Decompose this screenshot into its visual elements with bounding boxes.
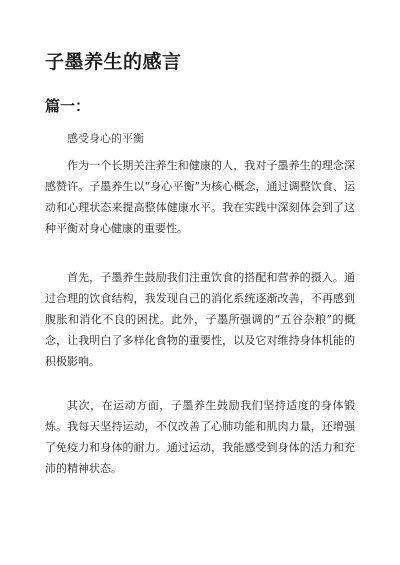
section-heading: 篇一：	[45, 97, 91, 115]
body-paragraph: 首先，子墨养生鼓励我们注重饮食的搭配和营养的摄入。通过合理的饮食结构，我发现自己的消化系统逐渐改善，不再感到腹胀和消化不良的困扰。此外，子墨所强调的“五谷杂粮”的概念，让我明白了多样化食物的重要性，以及它对维持身体机能的积极影响。	[45, 271, 355, 368]
document-title: 子墨养生的感言	[45, 51, 182, 73]
section-subtitle: 感受身心的平衡	[67, 132, 144, 145]
body-paragraph: 其次，在运动方面，子墨养生鼓励我们坚持适度的身体锻炼。我每天坚持运动，不仅改善了心肺功能和肌肉力量，还增强了免疫力和身体的耐力。通过运动，我能感受到身体的活力和充沛的精神状态。	[45, 399, 355, 475]
body-paragraph: 作为一个长期关注养生和健康的人，我对子墨养生的理念深感赞许。子墨养生以“身心平衡”为核心概念，通过调整饮食、运动和心理状态来提高整体健康水平。我在实践中深刻体会到了这种平衡对身心健康的重要性。	[45, 159, 355, 235]
